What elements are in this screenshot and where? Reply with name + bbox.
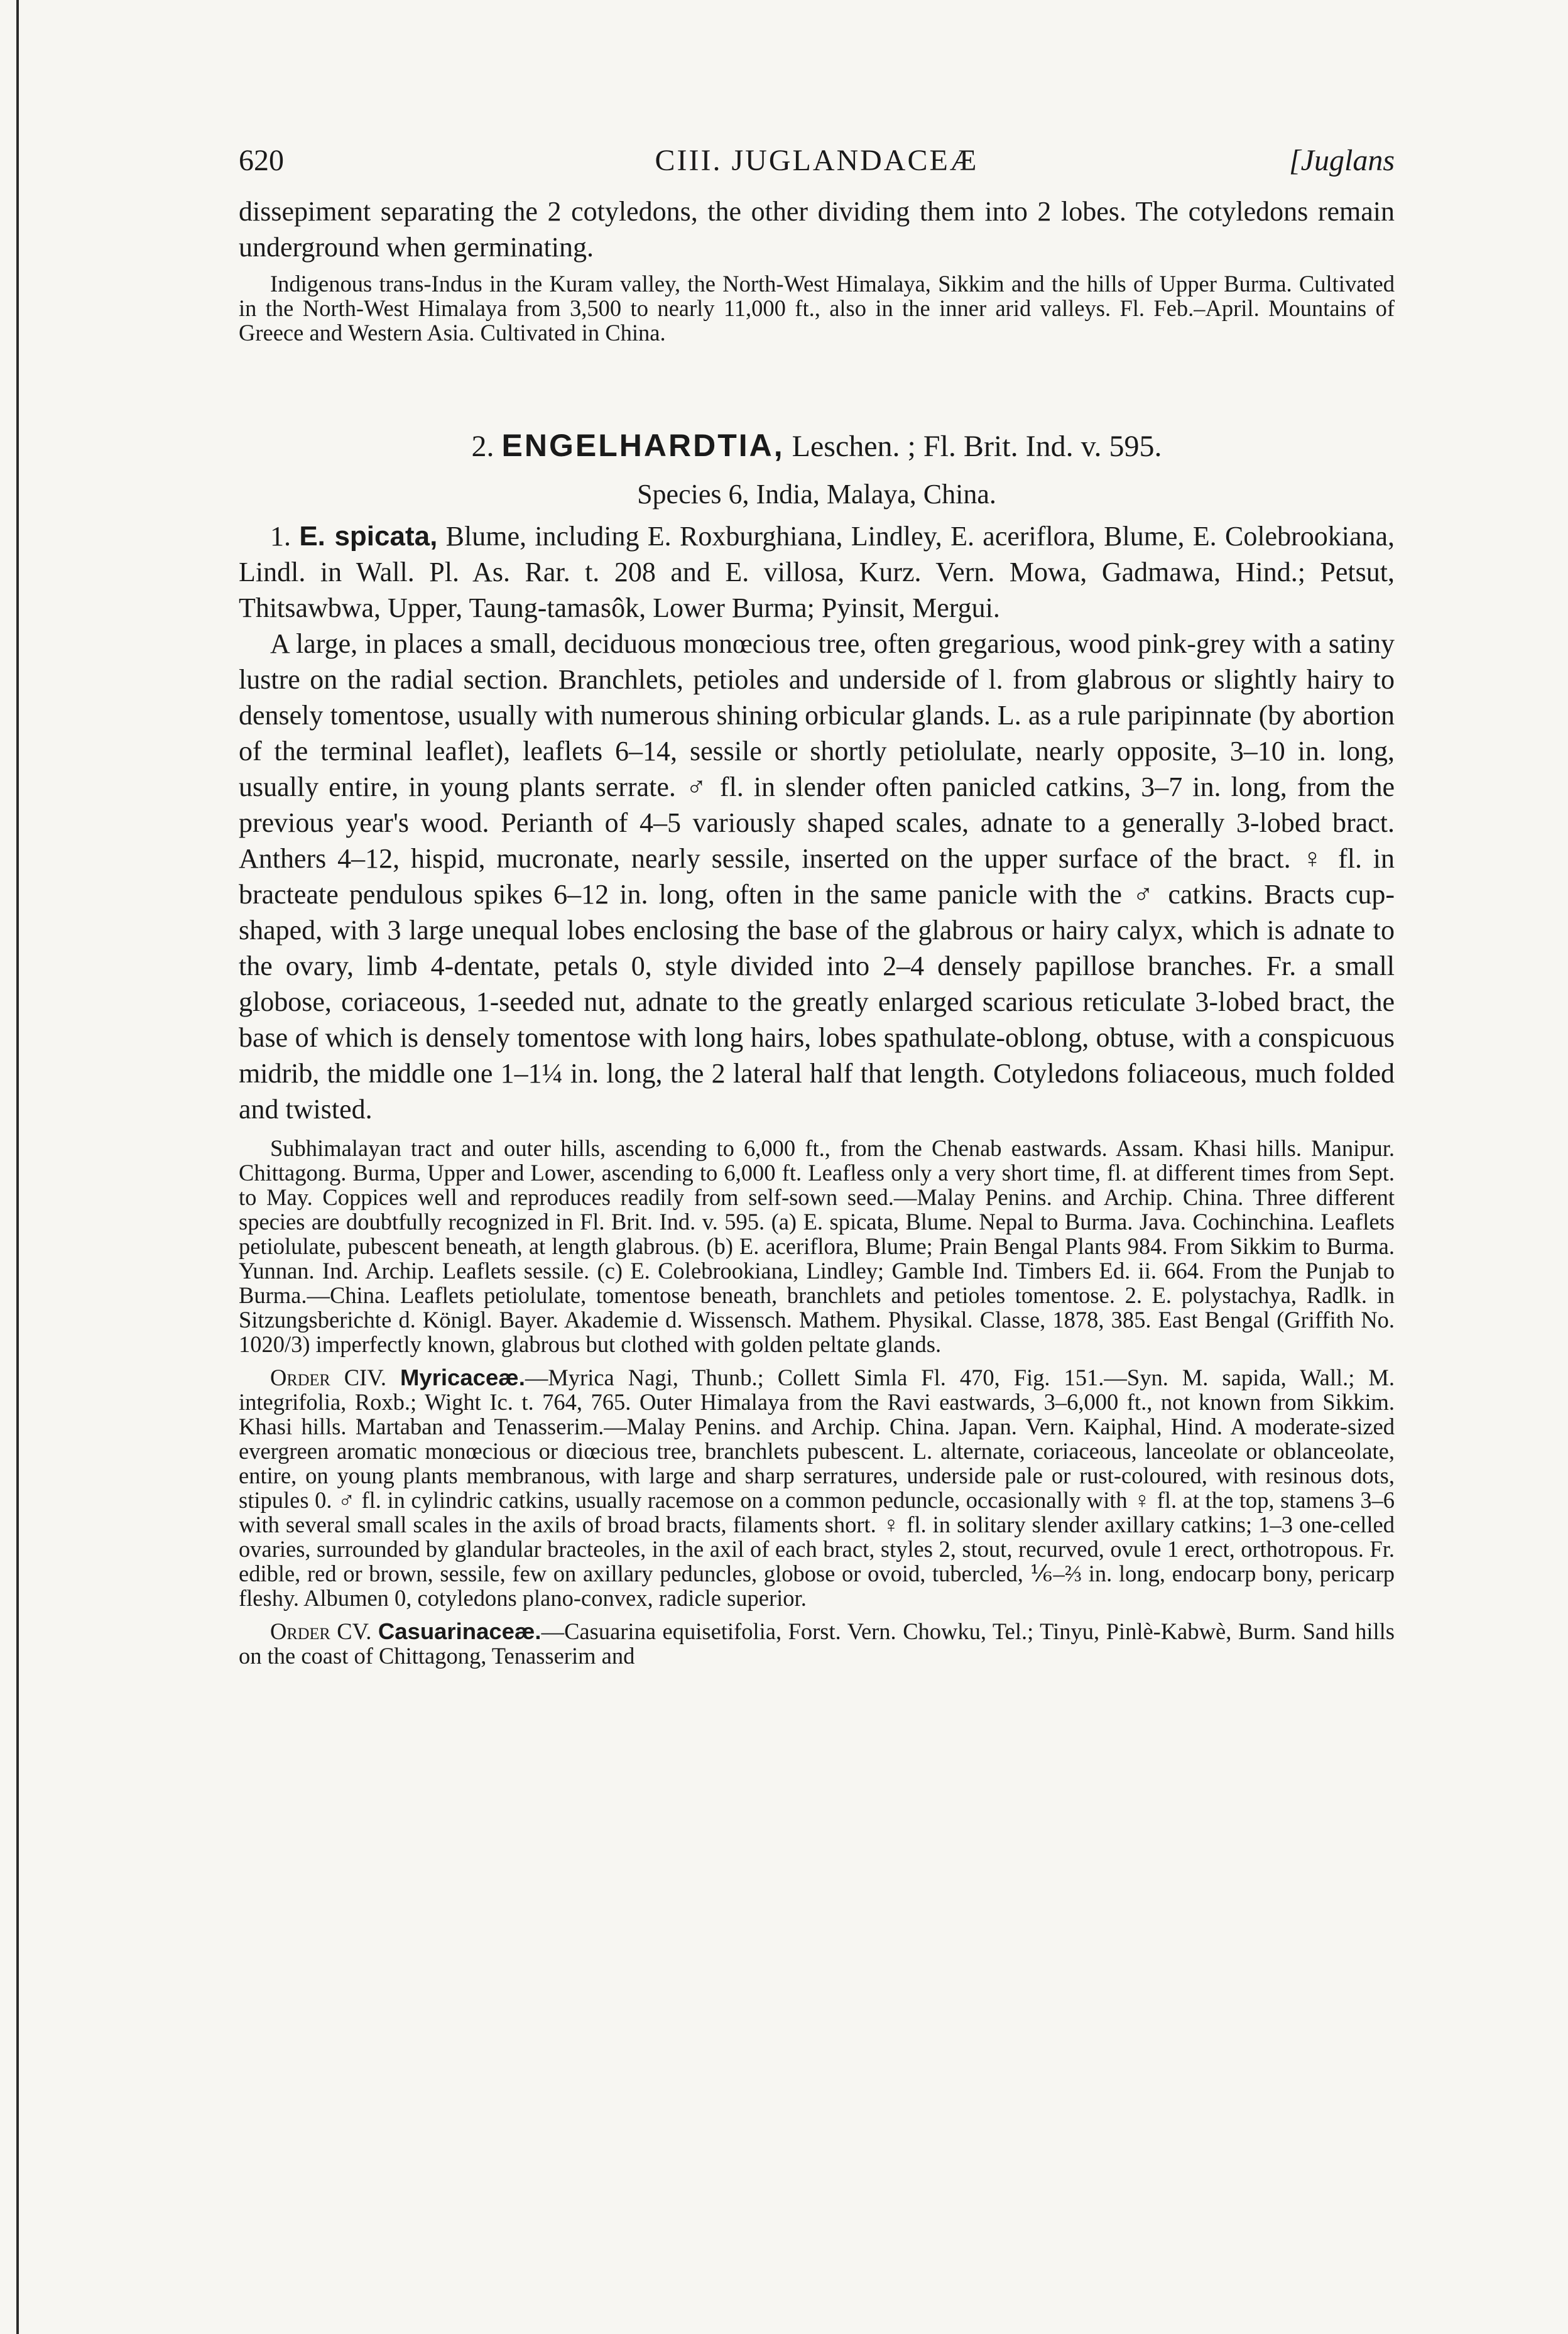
order-cv-family: Casuarinaceæ.: [378, 1618, 542, 1644]
order-civ-entry: [239, 1365, 1395, 1610]
species-number: 1.: [270, 521, 291, 552]
order-civ-label: Order CIV.: [270, 1365, 386, 1390]
distribution-paragraph: Indigenous trans-Indus in the Kuram valley, the North-West Himalaya, Sikkim and the hills of Upper Burma. Cultivated in the North-West Himalaya from 3,500 to nearly 11,000 ft., also in the inner arid valleys. Fl. Feb.–April. Mountains of Greece and Western Asia. Cultivated in China.: [239, 271, 1395, 346]
running-head-genus: [Juglans: [1289, 144, 1395, 177]
order-civ-family: Myricaceæ.: [400, 1365, 525, 1390]
order-cv-label: Order CV.: [270, 1618, 372, 1644]
order-cv-text: —Casuarina equisetifolia, Forst. Vern. Chowku, Tel.; Tinyu, Pinlè-Kabwè, Burm. Sand hills on the coast of Chittagong, Tenasserim and: [239, 1618, 1395, 1669]
intro-paragraph: dissepiment separating the 2 cotyledons, the other dividing them into 2 lobes. The cotyledons remain underground when germinating.: [239, 196, 1395, 263]
genus-name: ENGELHARDTIA,: [501, 428, 785, 463]
distribution-notes: Subhimalayan tract and outer hills, ascending to 6,000 ft., from the Chenab eastwards. Assam. Khasi hills. Manipur. Chittagong. Burma, Upper and Lower, ascending to 6,000 ft. Leafless only a very short time, fl. at different times from Sept. to May. Coppices well and reproduces readily from self-sown seed.—Malay Penins. and Archip. China. Three different species are doubtfully recognized in Fl. Brit. Ind. v. 595. (a) E. spicata, Blume. Nepal to Burma. Java. Cochinchina. Leaflets petiolulate, pubescent beneath, at length glabrous. (b) E. aceriflora, Blume; Prain Bengal Plants 984. From Sikkim to Burma. Yunnan. Ind. Archip. Leaflets sessile. (c) E. Colebrookiana, Lindley; Gamble Ind. Timbers Ed. ii. 664. From the Punjab to Burma.—China. Leaflets petiolulate, tomentose beneath, branchlets and petioles tomentose. 2. E. polystachya, Radlk. in Sitzungsberichte d. Königl. Bayer. Akademie d. Wissensch. Mathem. Physikal. Classe, 1878, 385. East Bengal (Griffith No. 1020/3) imperfectly known, glabrous but clothed with golden peltate glands.: [239, 1135, 1395, 1357]
order-cv-entry: [239, 1619, 1395, 1668]
chapter-title: CIII. JUGLANDACEÆ: [655, 144, 979, 177]
page-edge-line: [16, 0, 19, 2334]
genus-heading: [239, 427, 1395, 466]
species-name: E. spicata,: [299, 521, 438, 552]
species-entry: [239, 518, 1395, 626]
order-civ-text: —Myrica Nagi, Thunb.; Collett Simla Fl. 470, Fig. 151.—Syn. M. sapida, Wall.; M. integrifolia, Roxb.; Wight Ic. t. 764, 765. Outer Himalaya from the Ravi eastwards, 3–6,000 ft., not known from Sikkim. Khasi hills. Martaban and Tenasserim.—Malay Penins. and Archip. China. Japan. Vern. Kaiphal, Hind. A moderate-sized evergreen aromatic monœcious or diœcious tree, branchlets pubescent. L. alternate, coriaceous, lanceolate or oblanceolate, entire, on young plants membranous, with large and sharp serratures, underside pale or rust-coloured, with resinous dots, stipules 0. ♂ fl. in cylindric catkins, usually racemose on a common peduncle, occasionally with ♀ fl. at the top, stamens 3–6 with several small scales in the axils of broad bracts, filaments short. ♀ fl. in solitary slender axillary catkins; 1–3 one-celled ovaries, surrounded by glandular bracteoles, in the axil of each bract, styles 2, stout, recurved, ovule 1 erect, orthotropous. Fr. edible, red or brown, sessile, few on axillary peduncles, globose or ovoid, tubercled, ⅙–⅔ in. long, endocarp bony, pericarp fleshy. Albumen 0, cotyledons plano-convex, radicle superior.: [239, 1365, 1395, 1611]
species-description: A large, in places a small, deciduous monœcious tree, often gregarious, wood pink-grey with a satiny lustre on the radial section. Branchlets, petioles and underside of l. from glabrous or slightly hairy to densely tomentose, usually with numerous shining orbicular glands. L. as a rule paripinnate (by abortion of the terminal leaflet), leaflets 6–14, sessile or shortly petiolulate, nearly opposite, 3–10 in. long, usually entire, in young plants serrate. ♂ fl. in slender often panicled catkins, 3–7 in. long, from the previous year's wood. Perianth of 4–5 variously shaped scales, adnate to a generally 3-lobed bract. Anthers 4–12, hispid, mucronate, nearly sessile, inserted on the upper surface of the bract. ♀ fl. in bracteate pendulous spikes 6–12 in. long, often in the same panicle with the ♂ catkins. Bracts cup-shaped, with 3 large unequal lobes enclosing the base of the glabrous or hairy calyx, which is adnate to the ovary, limb 4-dentate, petals 0, style divided into 2–4 densely papillose branches. Fr. a small globose, coriaceous, 1-seeded nut, adnate to the greatly enlarged scarious reticulate 3-lobed bract, the base of which is densely tomentose with long hairs, lobes spathulate-oblong, obtuse, with a conspicuous midrib, the middle one 1–1¼ in. long, the 2 lateral half that length. Cotyledons foliaceous, much folded and twisted.: [239, 628, 1395, 1125]
running-header: [239, 143, 1395, 194]
genus-number: 2.: [471, 430, 494, 463]
species-count: Species 6, India, Malaya, China.: [637, 479, 996, 510]
page-content: [239, 143, 1395, 1668]
genus-authority: Leschen. ; Fl. Brit. Ind. v. 595.: [792, 430, 1162, 463]
species-synonymy: Blume, including E. Roxburghiana, Lindley, E. aceriflora, Blume, E. Colebrookiana, Lindl. in Wall. Pl. As. Rar. t. 208 and E. villosa, Kurz. Vern. Mowa, Gadmawa, Hind.; Petsut, Thitsawbwa, Upper, Taung-tamasôk, Lower Burma; Pyinsit, Mergui.: [239, 521, 1395, 623]
page-number: 620: [239, 144, 284, 177]
